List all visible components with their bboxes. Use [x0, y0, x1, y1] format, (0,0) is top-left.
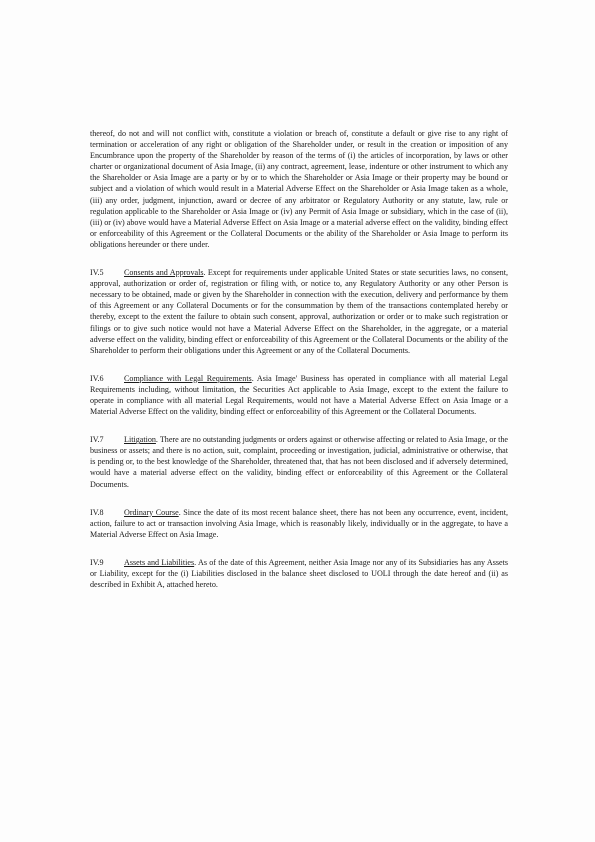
- section-text: . Except for requirements under applicable United States or state securities laws, no consent, approval, authorization or order of, registration or filing with, or notice to, any Regulatory Authority or any other Person is necessary to be obtained, made or given by the Shareholder in connection with the execution, delivery and performance by them of this Agreement or any Collateral Documents or for the consummation by them of the transactions contemplated hereby or thereby, except to the extent the failure to obtain such consent, approval, authorization or order or to make such registration or filings or to give such notice would not have a Material Adverse Effect on the Shareholder, in the aggregate, or a material adverse effect on the validity, binding effect or enforceability of this Agreement or the Collateral Documents or the ability of the Shareholder to perform their obligations under this Agreement or any of the Collateral Documents.: [90, 268, 509, 355]
- section-text: . Asia Image' Business has operated in compliance with all material Legal Requirements including, without limitation, the Securities Act applicable to Asia Image, except to the extent the failure to operate in compliance with all material Legal Requirements, would not have a Material Adverse Effect on Asia Image or a Material Adverse Effect on the validity, binding effect or enforceability of this Agreement or the Collateral Documents.: [90, 373, 508, 417]
- paragraph-continuation: [90, 128, 508, 250]
- section-title: Consents and Approvals: [124, 268, 204, 278]
- paragraph-text: thereof, do not and will not conflict with, constitute a violation or breach of, constitute a default or give rise to any right of termination or acceleration of any right or obligation of the Shareholder under, or result in the creation or imposition of any Encumbrance upon the property of the Shareholder by reason of the terms of (i) the articles of incorporation, by laws or other charter or organizational document of Asia Image, (ii) any contract, agreement, lease, indenture or other instrument to which any the Shareholder or Asia Image are a party or by or to which the Shareholder or Asia Image or their property may be bound or subject and a violation of which would result in a Material Adverse Effect on the Shareholder or Asia Image taken as a whole, (iii) any order, judgment, injunction, award or decree of any arbitrator or Regulatory Authority or any statute, law, rule or regulation applicable to the Shareholder or Asia Image or (iv) any Permit of Asia Image or subsidiary, which in the case of (ii), (iii) or (iv) above would have a Material Adverse Effect on Asia Image or a material adverse effect on the validity, binding effect or enforceability of this Agreement or the Collateral Documents or the ability of the Shareholder or Asia Image to perform its obligations hereunder or there under.: [90, 129, 508, 249]
- document-page: [90, 128, 508, 607]
- section-text: . There are no outstanding judgments or orders against or otherwise affecting or related to Asia Image, or the business or assets; and there is no action, suit, complaint, proceeding or investigation, judicial, administrative or otherwise, that is pending or, to the best knowledge of the Shareholder, threatened that, that has not been disclosed and if adversely determined, would have a material adverse effect on the validity, binding effect or enforceability of this Agreement or the Collateral Documents.: [90, 435, 508, 489]
- section-title: Assets and Liabilities: [124, 557, 195, 567]
- section-iv-7: [90, 434, 508, 489]
- section-number: IV.6: [90, 373, 104, 383]
- section-iv-5: [90, 267, 508, 356]
- section-iv-9: [90, 557, 508, 590]
- section-text: . As of the date of this Agreement, neither Asia Image nor any of its Subsidiaries has any Assets or Liability, except for the (i) Liabilities disclosed in the balance sheet disclosed to UOLI through the date hereof and (ii) as described in Exhibit A, attached hereto.: [90, 557, 508, 590]
- section-number: IV.7: [90, 435, 104, 445]
- section-title: Ordinary Course: [124, 507, 179, 517]
- section-text: . Since the date of its most recent balance sheet, there has not been any occurrence, event, incident, action, failure to act or transaction involving Asia Image, which is reasonably likely, individually or in the aggregate, to have a Material Adverse Effect on Asia Image.: [90, 507, 508, 539]
- section-title: Litigation: [124, 435, 156, 445]
- section-number: IV.8: [90, 507, 104, 517]
- section-iv-6: [90, 373, 508, 417]
- section-title: Compliance with Legal Requirements: [124, 373, 252, 383]
- section-number: IV.5: [90, 268, 104, 278]
- section-number: IV.9: [90, 557, 104, 567]
- section-iv-8: [90, 507, 508, 540]
